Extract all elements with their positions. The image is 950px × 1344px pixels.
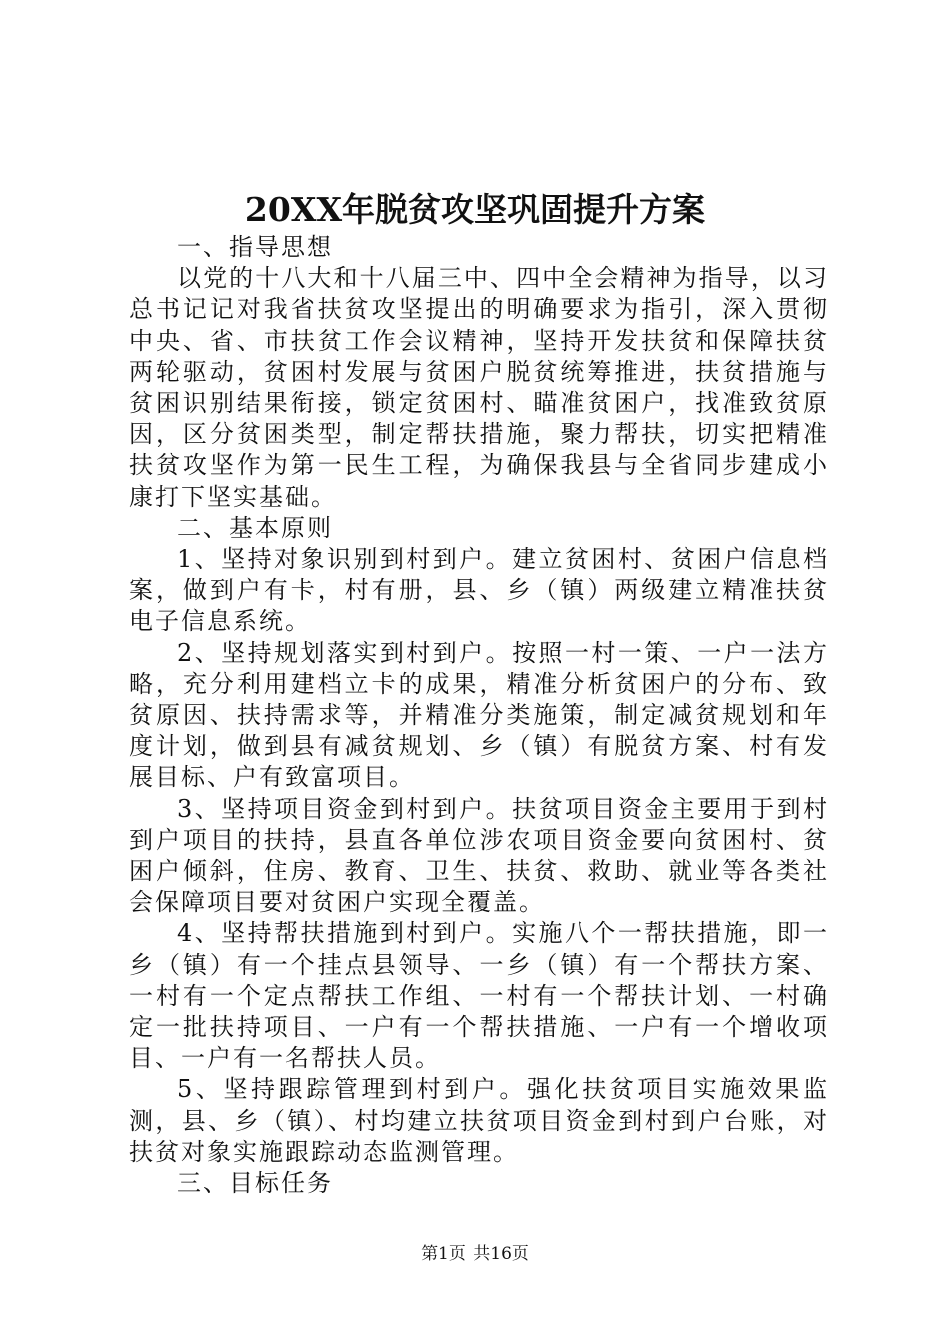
page-footer (0, 1242, 950, 1266)
principle-item-3: 3、坚持项目资金到村到户。扶贫项目资金主要用于到村到户项目的扶持，县直各单位涉农项目资金要向贫困村、贫困户倾斜，住房、教育、卫生、扶贫、救助、就业等各类社会保障项目要对贫困户实现全覆盖。 (129, 794, 829, 917)
section-heading-targets-tasks: 三、目标任务 (177, 1169, 333, 1198)
principle-item-4: 4、坚持帮扶措施到村到户。实施八个一帮扶措施，即一乡（镇）有一个挂点县领导、一乡（镇）有一个帮扶方案、一村有一个定点帮扶工作组、一村有一个帮扶计划、一村确定一批扶持项目、一户有一个帮扶措施、一户有一个增收项目、一户有一名帮扶人员。 (129, 919, 829, 1073)
principle-item-1: 1、坚持对象识别到村到户。建立贫困村、贫困户信息档案，做到户有卡，村有册，县、乡（镇）两级建立精准扶贫电子信息系统。 (129, 545, 829, 636)
principle-item-5: 5、坚持跟踪管理到村到户。强化扶贫项目实施效果监测，县、乡（镇）、村均建立扶贫项目资金到村到户台账，对扶贫对象实施跟踪动态监测管理。 (129, 1075, 829, 1166)
section-heading-guiding-ideology: 一、指导思想 (177, 233, 333, 261)
document-body (129, 232, 829, 1199)
page-number: 第1页 (421, 1244, 466, 1264)
principle-item-2: 2、坚持规划落实到村到户。按照一村一策、一户一法方略，充分利用建档立卡的成果，精准分析贫困户的分布、致贫原因、扶持需求等，并精准分类施策，制定减贫规划和年度计划，做到县有减贫规划、乡（镇）有脱贫方案、村有发展目标、户有致富项目。 (129, 638, 829, 792)
page-total: 共16页 (473, 1244, 529, 1264)
document-title: 20XX年脱贫攻坚巩固提升方案 (244, 190, 706, 229)
section-heading-basic-principles: 二、基本原则 (177, 513, 333, 542)
paragraph-guiding-ideology: 以党的十八大和十八届三中、四中全会精神为指导，以习总书记记对我省扶贫攻坚提出的明确要求为指引，深入贯彻中央、省、市扶贫工作会议精神，坚持开发扶贫和保障扶贫两轮驱动，贫困村发展与贫困户脱贫统筹推进，扶贫措施与贫困识别结果衔接，锁定贫困村、瞄准贫困户，找准致贫原因，区分贫困类型，制定帮扶措施，聚力帮扶，切实把精准扶贫攻坚作为第一民生工程，为确保我县与全省同步建成小康打下坚实基础。 (129, 264, 829, 511)
